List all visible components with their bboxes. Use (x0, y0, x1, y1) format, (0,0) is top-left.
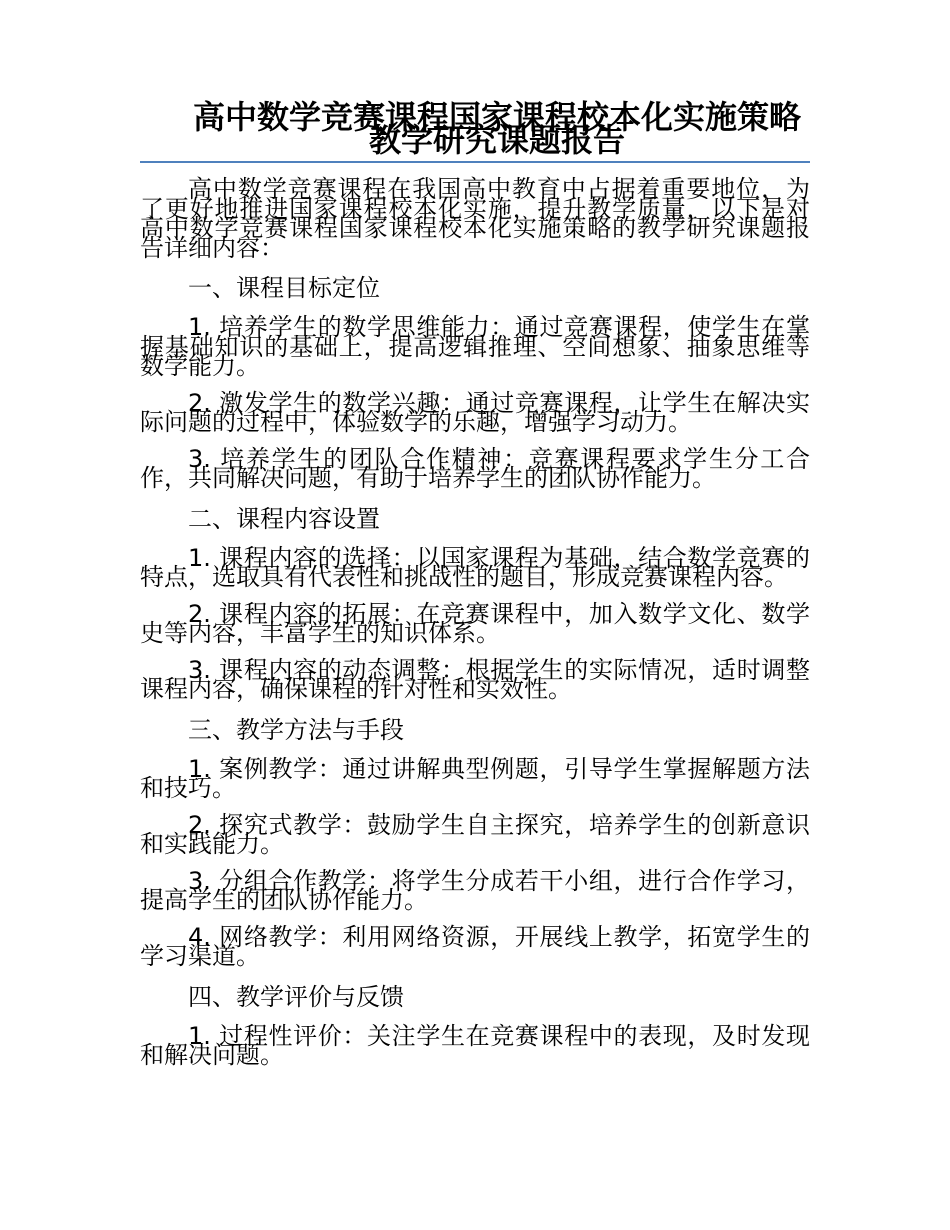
section-3-item-2: 2. 探究式教学：鼓励学生自主探究，培养学生的创新意识和实践能力。 (140, 810, 810, 858)
section-1-item-1: 1. 培养学生的数学思维能力：通过竞赛课程，使学生在掌握基础知识的基础上，提高逻辑推理、空间想象、抽象思维等数学能力。 (140, 313, 810, 380)
section-3-item-1: 1. 案例教学：通过讲解典型例题，引导学生掌握解题方法和技巧。 (140, 754, 810, 802)
title-underline-divider (140, 161, 810, 163)
document-title: 高中数学竞赛课程国家课程校本化实施策略教学研究课题报告 (192, 98, 801, 159)
section-2-item-2: 2. 课程内容的拓展：在竞赛课程中，加入数学文化、数学史等内容，丰富学生的知识体系。 (140, 599, 810, 647)
section-heading-1: 一、课程目标定位 (188, 274, 380, 302)
title-block (140, 98, 810, 159)
section-3-item-3: 3. 分组合作教学：将学生分成若干小组，进行合作学习，提高学生的团队协作能力。 (140, 866, 810, 914)
intro-paragraph: 高中数学竞赛课程在我国高中教育中占据着重要地位，为了更好地推进国家课程校本化实施，提升教学质量，以下是对高中数学竞赛课程国家课程校本化实施策略的教学研究课题报告详细内容： (140, 175, 810, 262)
section-2-item-3: 3. 课程内容的动态调整：根据学生的实际情况，适时调整课程内容，确保课程的针对性和实效性。 (140, 655, 810, 703)
section-4-item-1: 1. 过程性评价：关注学生在竞赛课程中的表现，及时发现和解决问题。 (140, 1021, 810, 1069)
document-body (140, 175, 810, 1069)
section-2-item-1: 1. 课程内容的选择：以国家课程为基础，结合数学竞赛的特点，选取具有代表性和挑战性的题目，形成竞赛课程内容。 (140, 543, 810, 591)
section-1-item-3: 3. 培养学生的团队合作精神：竞赛课程要求学生分工合作，共同解决问题，有助于培养学生的团队协作能力。 (140, 444, 810, 492)
section-heading-3: 三、教学方法与手段 (188, 715, 404, 744)
section-heading-2: 二、课程内容设置 (188, 504, 380, 533)
section-3-item-4: 4. 网络教学：利用网络资源，开展线上教学，拓宽学生的学习渠道。 (140, 922, 810, 970)
section-heading-4: 四、教学评价与反馈 (188, 982, 404, 1011)
section-1-item-2: 2. 激发学生的数学兴趣：通过竞赛课程，让学生在解决实际问题的过程中，体验数学的乐趣，增强学习动力。 (140, 388, 810, 436)
